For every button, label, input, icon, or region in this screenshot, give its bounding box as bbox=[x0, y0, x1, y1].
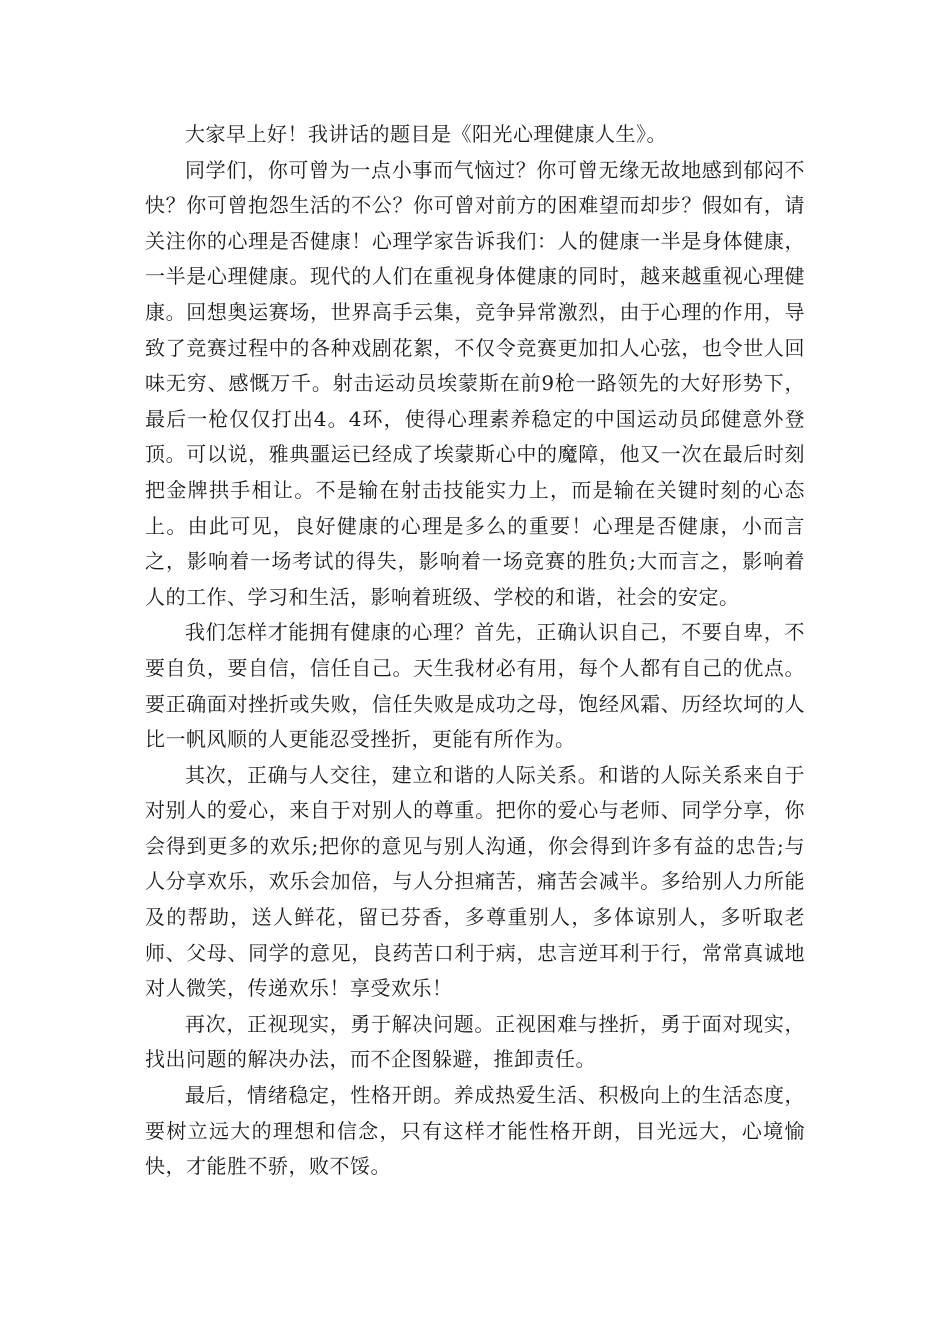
paragraph-first-point: 我们怎样才能拥有健康的心理？首先，正确认识自己，不要自卑，不要自负，要自信，信任自己。天生我材必有用，每个人都有自己的优点。要正确面对挫折或失败，信任失败是成功之母，饱经风霜、历经坎坷的人比一帆风顺的人更能忍受挫折，更能有所作为。 bbox=[145, 620, 805, 752]
speech-body bbox=[145, 117, 805, 1185]
paragraph-second-point: 其次，正确与人交往，建立和谐的人际关系。和谐的人际关系来自于对别人的爱心，来自于对别人的尊重。把你的爱心与老师、同学分享，你会得到更多的欢乐;把你的意见与别人沟通，你会得到许多有益的忠告;与人分享欢乐，欢乐会加倍，与人分担痛苦，痛苦会减半。多给别人力所能及的帮助，送人鲜花，留已芬香，多尊重别人，多体谅别人，多听取老师、父母、同学的意见，良药苦口利于病，忠言逆耳利于行，常常真诚地对人微笑，传递欢乐！享受欢乐！ bbox=[145, 762, 805, 1001]
paragraph-fourth-point: 最后，情绪稳定，性格开朗。养成热爱生活、积极向上的生活态度，要树立远大的理想和信念，只有这样才能性格开朗，目光远大，心境愉快，才能胜不骄，败不馁。 bbox=[145, 1083, 805, 1179]
paragraph-greeting: 大家早上好！我讲话的题目是《阳光心理健康人生》。 bbox=[185, 122, 667, 146]
paragraph-intro: 同学们，你可曾为一点小事而气恼过？你可曾无缘无故地感到郁闷不快？你可曾抱怨生活的不公？你可曾对前方的困难望而却步？假如有，请关注你的心理是否健康！心理学家告诉我们：人的健康一半是身体健康，一半是心理健康。现代的人们在重视身体健康的同时，越来越重视心理健康。回想奥运赛场，世界高手云集，竞争异常激烈，由于心理的作用，导致了竞赛过程中的各种戏剧花絮，不仅令竞赛更加扣人心弦，也令世人回味无穷、感慨万千。射击运动员埃蒙斯在前9枪一路领先的大好形势下，最后一枪仅仅打出4。4环，使得心理素养稳定的中国运动员邱健意外登顶。可以说，雅典噩运已经成了埃蒙斯心中的魔障，他又一次在最后时刻把金牌拱手相让。不是输在射击技能实力上，而是输在关键时刻的心态上。由此可见，良好健康的心理是多么的重要！心理是否健康，小而言之，影响着一场考试的得失，影响着一场竞赛的胜负;大而言之，影响着人的工作、学习和生活，影响着班级、学校的和谐，社会的安定。 bbox=[145, 157, 805, 609]
paragraph-third-point: 再次，正视现实，勇于解决问题。正视困难与挫折，勇于面对现实，找出问题的解决办法，而不企图躲避，推卸责任。 bbox=[145, 1011, 805, 1072]
